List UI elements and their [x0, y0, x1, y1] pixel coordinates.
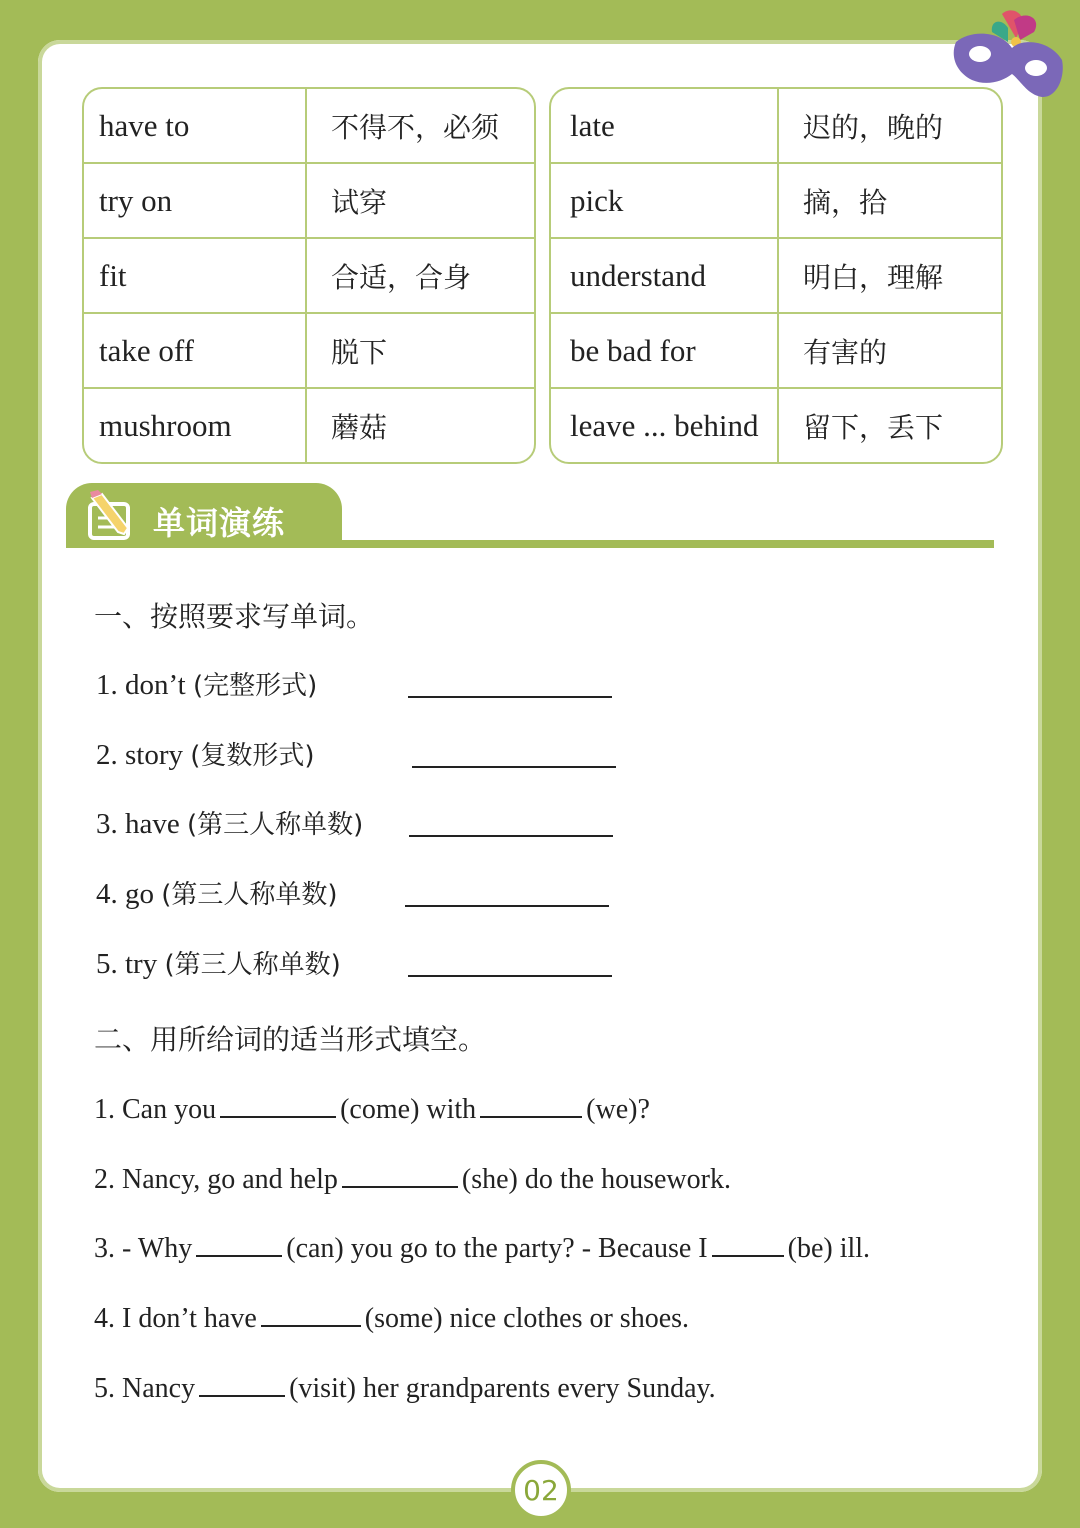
vocab-row	[84, 162, 534, 237]
sentence-text: (she) do the housework.	[461, 1164, 731, 1195]
vocab-row	[551, 162, 1001, 237]
vocab-chinese: 留下，丢下	[803, 410, 944, 444]
answer-blank[interactable]	[408, 975, 612, 977]
sentence-text: 4. I don’t have	[94, 1303, 257, 1334]
vocab-table-right	[549, 87, 1003, 464]
answer-blank[interactable]	[199, 1369, 285, 1397]
item-instruction: (完整形式)	[192, 671, 318, 701]
exercise-item	[96, 874, 338, 911]
item-word: 2. story	[96, 739, 183, 771]
fill-sentence	[94, 1369, 716, 1405]
vocab-english: late	[551, 89, 779, 162]
vocab-chinese: 脱下	[331, 335, 388, 369]
answer-blank[interactable]	[409, 835, 613, 837]
sentence-text: 2. Nancy, go and help	[94, 1164, 338, 1195]
answer-blank[interactable]	[480, 1090, 582, 1118]
vocab-english: be bad for	[551, 314, 779, 387]
fill-sentence	[94, 1229, 870, 1265]
vocab-row	[84, 237, 534, 312]
sentence-text: (we)?	[586, 1094, 650, 1125]
exercise-item	[96, 944, 341, 981]
vocab-english: pick	[551, 164, 779, 237]
vocab-english: try on	[84, 164, 307, 237]
vocab-chinese: 合适，合身	[331, 260, 472, 294]
item-word: 3. have	[96, 808, 180, 840]
answer-blank[interactable]	[220, 1090, 336, 1118]
vocab-english: understand	[551, 239, 779, 312]
vocab-chinese: 迟的，晚的	[803, 110, 944, 144]
page-number: 02	[511, 1460, 571, 1520]
vocab-chinese: 明白，理解	[803, 260, 944, 294]
sentence-text: (can) you go to the party? - Because I	[286, 1233, 708, 1264]
vocab-chinese: 蘑菇	[331, 410, 388, 444]
item-instruction: (第三人称单数)	[187, 810, 364, 840]
vocab-english: fit	[84, 239, 307, 312]
sentence-text: 5. Nancy	[94, 1373, 196, 1404]
item-instruction: (复数形式)	[190, 741, 315, 771]
vocab-chinese: 摘，拾	[803, 185, 888, 219]
vocab-row	[551, 237, 1001, 312]
sentence-text: 3. - Why	[94, 1233, 193, 1264]
answer-blank[interactable]	[405, 905, 609, 907]
section2-title: 二、用所给词的适当形式填空。	[94, 1023, 487, 1056]
vocab-chinese: 不得不，必须	[331, 110, 500, 144]
banner-title: 单词演练	[153, 504, 286, 542]
vocab-chinese: 有害的	[803, 335, 888, 369]
answer-blank[interactable]	[342, 1160, 458, 1188]
exercise-item	[96, 804, 363, 841]
vocab-chinese: 试穿	[331, 185, 388, 219]
item-word: 4. go	[96, 878, 154, 910]
vocab-english: mushroom	[84, 389, 307, 462]
sentence-text: (visit) her grandparents every Sunday.	[289, 1373, 716, 1404]
vocab-row	[84, 387, 534, 462]
item-instruction: (第三人称单数)	[161, 880, 338, 910]
vocab-english: leave ... behind	[551, 389, 779, 462]
sentence-text: 1. Can you	[94, 1094, 217, 1125]
answer-blank[interactable]	[261, 1299, 361, 1327]
item-instruction: (第三人称单数)	[164, 950, 341, 980]
item-word: 1. don’t	[96, 669, 186, 701]
fill-sentence	[94, 1160, 731, 1196]
vocab-english: take off	[84, 314, 307, 387]
vocab-english: have to	[84, 89, 307, 162]
vocab-row	[551, 312, 1001, 387]
vocab-row	[84, 89, 534, 162]
answer-blank[interactable]	[712, 1229, 784, 1257]
section1-title: 一、按照要求写单词。	[94, 600, 375, 633]
vocab-table-left	[82, 87, 536, 464]
vocab-row	[84, 312, 534, 387]
fill-sentence	[94, 1299, 689, 1335]
answer-blank[interactable]	[408, 696, 612, 698]
answer-blank[interactable]	[196, 1229, 282, 1257]
pencil-notebook-icon	[84, 490, 140, 542]
answer-blank[interactable]	[412, 766, 616, 768]
sentence-text: (be) ill.	[787, 1233, 871, 1264]
fill-sentence	[94, 1090, 650, 1126]
sentence-text: (some) nice clothes or shoes.	[364, 1303, 690, 1334]
exercise-item	[96, 735, 315, 772]
exercise-item	[96, 665, 317, 702]
vocab-row	[551, 89, 1001, 162]
item-word: 5. try	[96, 948, 158, 980]
vocab-row	[551, 387, 1001, 462]
sentence-text: (come) with	[340, 1094, 477, 1125]
